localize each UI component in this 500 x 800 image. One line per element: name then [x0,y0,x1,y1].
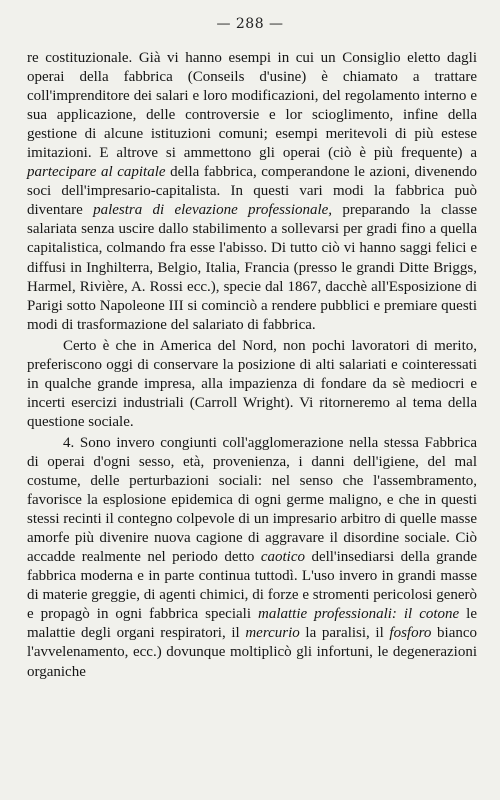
paragraph-3-emphasis-2: malattie professionali: il cotone [257,606,460,623]
paragraph-1 [27,49,477,335]
paragraph-1-emphasis-2: palestra di elevazione professionale, [93,202,333,219]
paragraph-3-text-5: bianco l'avvelenamento, ecc.) dovunque moltiplicò gli infortuni, le degenerazioni organiche [27,625,478,680]
paragraph-3-emphasis-4: fosforo [389,625,432,642]
paragraph-3 [27,434,477,682]
page-number: — 288 — [216,16,284,32]
paragraph-3-emphasis-1: caotico [260,549,305,566]
paragraph-2: Certo è che in America del Nord, non pochi lavoratori di merito, preferiscono oggi di conservare la posizione di alti salariati e cointeressati in qualche grande impresa, alla impazienza di fondare da sè mediocri e incerti esercizi industriali (Carroll Wright). Vi ritorneremo al tema della questione sociale. [27,337,477,430]
paragraph-3-text-3: le malattie degli organi respiratori, il [27,606,477,642]
paragraph-3-text-2: dell'insediarsi della grande fabbrica moderna e in parte continua tuttodì. L'uso invero in grandi masse di materie greggie, di agenti chimici, di forze e stromenti pericolosi generò e propagò in ogni fabbrica speciali [27,549,477,623]
paragraph-3-text-4: la paralisi, il [299,625,390,642]
paragraph-1-text-2: della fabbrica, comperandone le azioni, divenendo soci dell'impresario-capitalista. In questi vari modi la fabbrica può diventare [27,164,477,219]
page-body [27,49,477,682]
paragraph-1-text-3: preparando la classe salariata senza uscire dallo stabilimento a sollevarsi per gradi fino a quella capitalistica, colmando fra esse l'abisso. Di tutto ciò vi hanno saggi felici e diffusi in Inghilterra, Belgio, Italia, Francia (presso le grandi Ditte Briggs, Harmel, Rivière, A. Rossi ecc.), specie dal 1867, dacchè all'Esposizione di Parigi sotto Napoleone III si cominciò a rendere pubblici e premiare questi modi di trasformazione del salariato di fabbrica. [27,202,477,333]
paragraph-3-emphasis-3: mercurio [245,625,300,642]
paragraph-3-text-1: 4. Sono invero congiunti coll'agglomerazione nella stessa Fabbrica di operai d'ogni sesso, età, provenienza, i danni dell'igiene, del mal costume, delle perturbazioni sociali: nel senso che l'assembramento, favorisce la esplosione epidemica di ogni germe maligno, e che in questi stessi recinti il contegno colpevole di un impresario arbitro di quelle masse amorfe più divenire nuova cagione di aggravare il disordine sociale. Ciò accadde realmente nel periodo detto [27,434,477,566]
paragraph-1-emphasis-1: partecipare al capitale [27,164,166,181]
paragraph-1-text-1: re costituzionale. Già vi hanno esempi in cui un Consiglio eletto dagli operai della fabbrica (Conseils d'usine) è chiamato a trattare coll'imprenditore dei salari e loro modificazioni, del regolamento interno e sua applicazione, delle controversie e lor scioglimento, infine della gestione di alcune istituzioni comuni; esempi meritevoli di più estese imitazioni. E altrove si ammettono gli operai (ciò è più frequente) a [27,50,477,162]
